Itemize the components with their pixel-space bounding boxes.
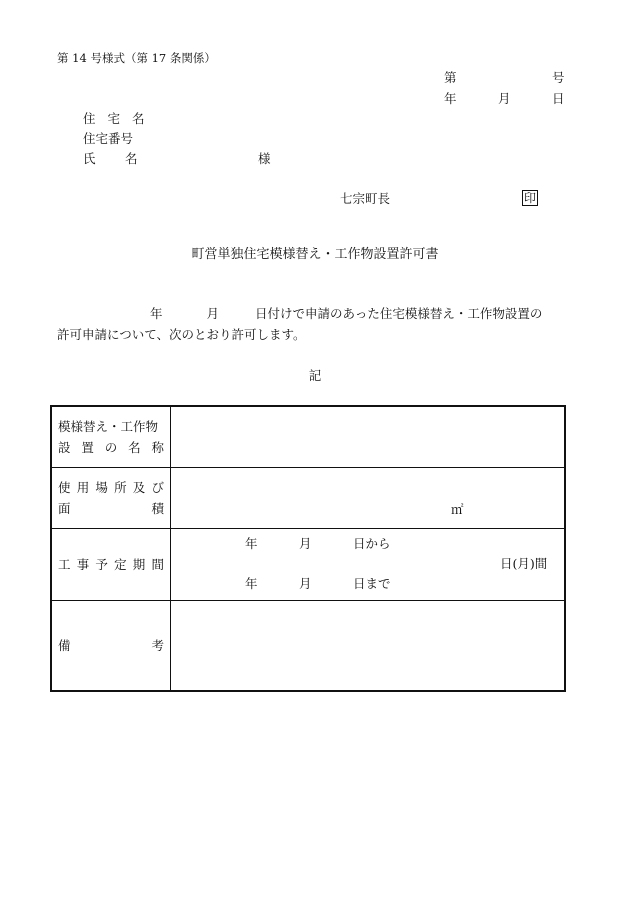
row1-label-cell xyxy=(51,406,171,468)
row2-label-cell xyxy=(51,468,171,529)
body-line-2: 許可申請について、次のとおり許可します。 xyxy=(57,327,306,342)
area-unit: ㎡ xyxy=(451,502,464,517)
date-year: 年 xyxy=(444,91,457,106)
from-day: 日から xyxy=(353,536,391,551)
issuer-title: 七宗町長 xyxy=(340,191,391,206)
row1-label-bottom: 設 置 の 名 称 xyxy=(58,440,164,455)
table-row xyxy=(51,468,565,529)
housing-number-label: 住宅番号 xyxy=(83,131,134,146)
seal-mark: 印 xyxy=(524,191,537,205)
details-table xyxy=(50,405,566,692)
duration: 日(月)間 xyxy=(500,556,548,571)
row2-value-cell[interactable] xyxy=(171,468,566,529)
row1-value-cell[interactable] xyxy=(171,406,566,468)
ki-heading: 記 xyxy=(308,368,322,383)
to-month: 月 xyxy=(299,576,312,591)
table-row xyxy=(51,406,565,468)
document-title: 町営単独住宅模様替え・工作物設置許可書 xyxy=(191,247,439,262)
row2-label-top: 使 用 場 所 及 び xyxy=(58,480,164,495)
number-label: 第 xyxy=(444,70,457,85)
row4-label-cell xyxy=(51,601,171,692)
table-row xyxy=(51,601,565,692)
body-line-1 xyxy=(150,308,542,321)
date-month: 月 xyxy=(498,91,511,106)
honorific: 様 xyxy=(258,151,271,166)
row3-label-cell xyxy=(51,529,171,601)
from-month: 月 xyxy=(299,536,312,551)
name-label-b: 名 xyxy=(125,151,138,166)
form-number: 第 14 号様式（第 17 条関係） xyxy=(57,51,216,65)
row3-value-cell[interactable] xyxy=(171,529,566,601)
table-row xyxy=(51,529,565,601)
body-year: 年 xyxy=(150,306,163,321)
row4-label: 備 考 xyxy=(58,638,164,653)
row4-value-cell[interactable] xyxy=(171,601,566,692)
body-rest: 日付けで申請のあった住宅模様替え・工作物設置の xyxy=(255,306,543,321)
date-day: 日 xyxy=(552,91,565,106)
row1-label-top: 模様替え・工作物 xyxy=(58,419,159,434)
row2-label-bottom: 面 積 xyxy=(58,501,164,516)
to-day: 日まで xyxy=(353,576,391,591)
from-year: 年 xyxy=(245,536,258,551)
body-month: 月 xyxy=(206,306,220,321)
name-label-a: 氏 xyxy=(83,151,96,166)
row3-label: 工 事 予 定 期 間 xyxy=(58,557,164,572)
housing-name-label: 住 宅 名 xyxy=(83,111,149,126)
to-year: 年 xyxy=(245,576,258,591)
number-suffix: 号 xyxy=(552,70,565,85)
